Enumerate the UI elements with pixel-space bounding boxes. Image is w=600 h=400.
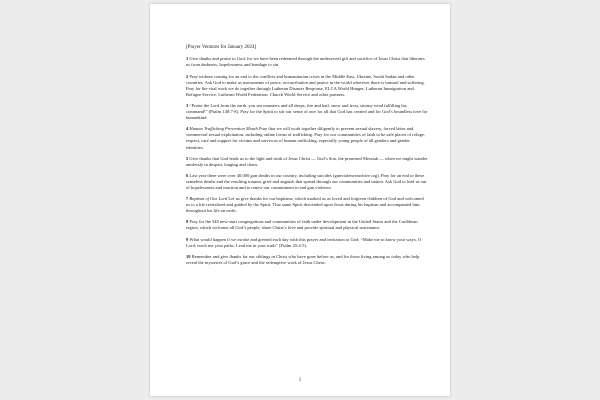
entry-number: 4 [186,126,189,132]
prayer-entry-10 [186,254,428,266]
entry-text: Give thanks and praise to God, for we have been redeemed through the undeserved gift and sacrifice of Jesus Christ that liberates us from darkness, hopelessness and bondage to sin. [186,56,425,68]
entry-text: Remember and give thanks for our siblings in Christ who have gone before us, and for those living among us today who help reveal the mysteries of God’s grace and the redemptive work of Jesus Christ. [186,253,420,265]
prayer-entry-9 [186,237,428,249]
document-heading: [Prayer Ventures for January 2024] [186,45,257,50]
entry-text: Pray that we will work together diligently to prevent sexual slavery, forced labor and commercial sexual exploitation, including online forms of trafficking. Pray for our communities of faith to be safe places of refuge, respect, care and support for victims and survivors of human trafficking, especially young people of all genders and gender identities. [186,126,426,150]
entry-number: 9 [186,236,189,242]
entry-text: Pray without ceasing for an end to the conflicts and humanitarian crises in the Middle East, Ukraine, South Sudan and other countries. Ask God to make us instruments of peace, reconciliation and justice in the world wherever there is turmoil and suffering. Pray for the vital work we do together through Lutheran Disaster Response, ELCA World Hunger, Lutheran Immigration and Refugee Service, Lutheran World Federation, Church World Service and other partners. [186,73,425,97]
entry-number: 2 [186,73,189,79]
prayer-entry-3 [186,103,428,121]
entry-text: What would happen if we awoke and greeted each day with this prayer and invitation to God: “Make me to know your ways, O Lord; teach me your paths. Lead me in your truth” (Psalm 25:4-5). [186,236,422,248]
prayer-entry-2 [186,74,428,98]
entry-number: 5 [186,155,189,161]
prayer-entry-7 [186,196,428,214]
prayer-entry-1 [186,56,428,68]
document-page [150,4,450,396]
prayer-entry-6 [186,173,428,191]
entry-text: Give thanks that God leads us to the light and truth of Jesus Christ — God’s Son, the promised Messiah — when we might wander aimlessly in despair, longing and chaos. [186,155,428,167]
entry-text: Last year there were over 40,000 gun deaths in our country, including suicides (gunviolencearchive.org). Pray for an end to these senseless deaths and the resulting trauma, grief and anguish that spread through our communities and nation. Ask God to lead us out of hopelessness and inaction and to renew our commitment to end gun violence. [186,172,427,190]
entry-text: Let us give thanks for our baptisms, which marked us as loved and forgiven children of God and welcomed us to a life revitalized and guided by the Spirit. That same Spirit descended upon Jesus during his baptism and accompanied him throughout his life on earth. [186,196,424,214]
prayer-entry-5 [186,156,428,168]
prayer-entry-8 [186,219,428,231]
entry-number: 10 [186,253,191,259]
entry-observance: Baptism of Our Lord [189,196,228,202]
prayer-entry-4 [186,126,428,150]
entry-number: 7 [186,196,189,202]
entry-observance: Human Trafficking Prevention Month [189,126,258,132]
entry-number: 1 [186,56,189,62]
page-number: 1 [298,378,302,383]
entry-number: 3 [186,102,189,108]
entry-text: Pray for the 340 new-start congregations and communities of faith under development in the United States and the Caribbean region, which welcome all God’s people, share Christ’s love and provide spiritual and physical sustenance. [186,219,418,231]
entry-text: “Praise the Lord from the earth, you sea monsters and all deeps, fire and hail, snow and frost, stormy wind fulfilling his command!” (Psalm 148:7-8). Pray for the Spirit to stir our sense of awe for all that God has created and for God’s boundless love for humankind. [186,102,428,121]
entry-number: 6 [186,172,189,178]
entry-number: 8 [186,219,189,225]
